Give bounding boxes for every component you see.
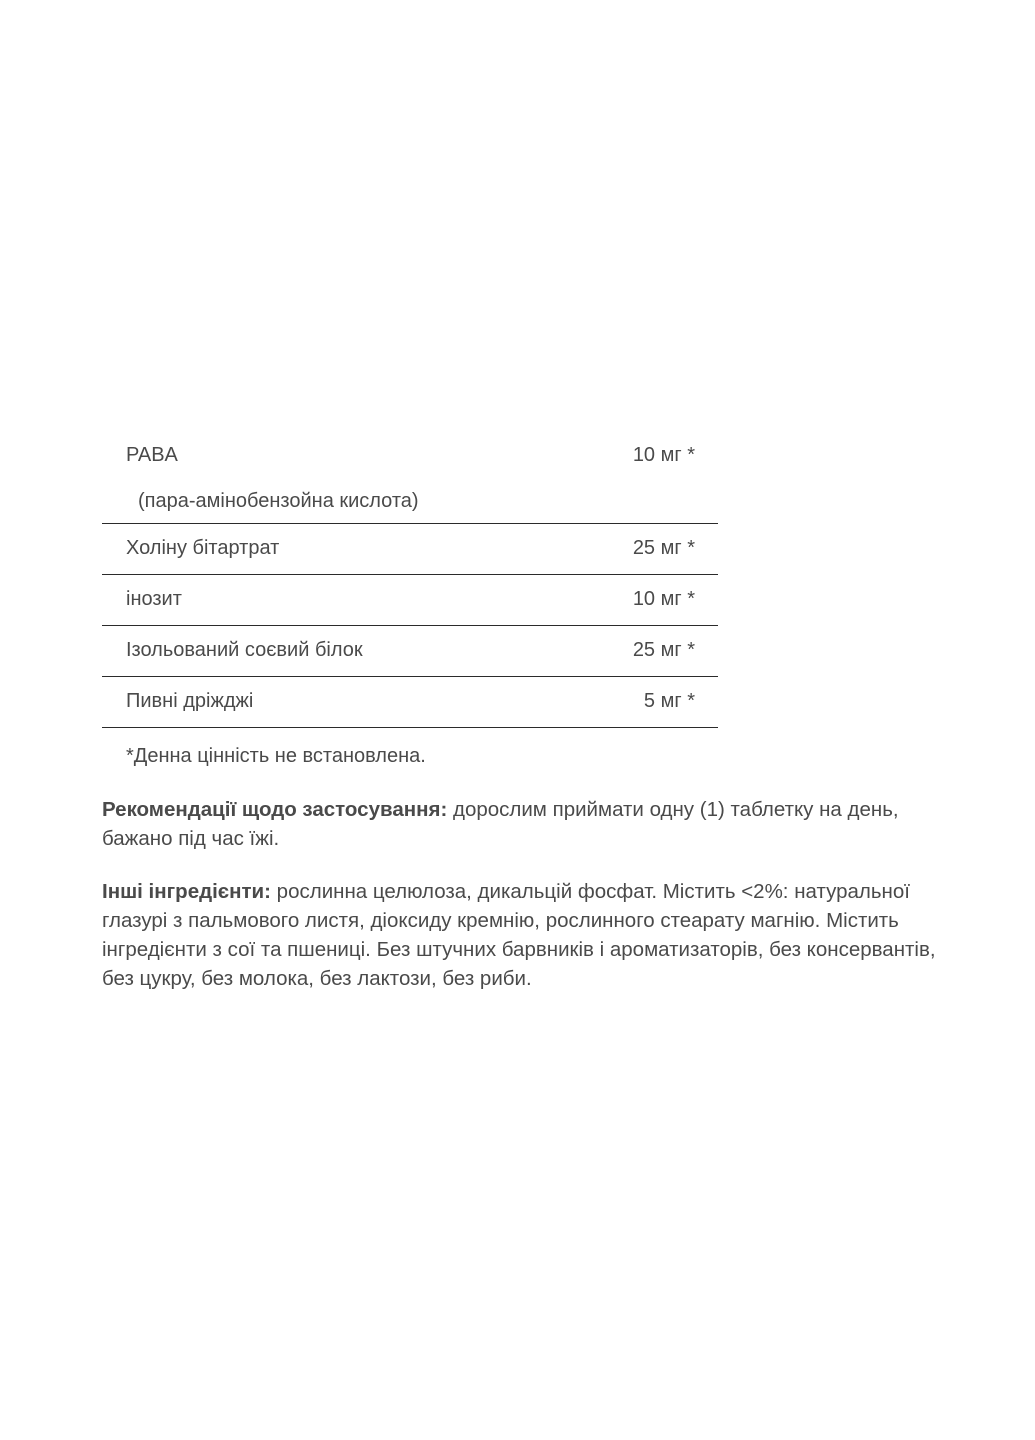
ingredient-name: інозит [126, 588, 182, 610]
table-row [102, 575, 718, 626]
ingredient-amount: 10 мг * [632, 588, 695, 610]
ingredient-amount: 10 мг * [632, 444, 695, 466]
usage-text: дорослим приймати одну (1) таблетку на день, бажано під час їжі. [102, 798, 899, 850]
table-row [102, 432, 718, 524]
other-ingredients-text: рослинна целюлоза, дикальцій фосфат. Містить <2%: натуральної глазурі з пальмового листя, діоксиду кремнію, рослинного стеарату магнію. Містить інгредієнти з сої та пшениці. Без штучних барвників і ароматизаторів, без консервантів, без цукру, без молока, без лактози, без риби. [102, 880, 936, 990]
usage-recommendations [102, 795, 942, 853]
ingredient-name: PABA [126, 444, 178, 466]
other-ingredients [102, 877, 942, 993]
ingredient-name: Холіну бітартрат [126, 537, 280, 559]
daily-value-footnote: *Денна цінність не встановлена. [126, 745, 426, 767]
ingredient-subtitle: (пара-амінобензойна кислота) [138, 490, 419, 512]
ingredient-amount: 25 мг * [632, 537, 695, 559]
table-row [102, 524, 718, 575]
ingredient-name: Пивні дріжджі [126, 690, 254, 712]
table-row [102, 677, 718, 728]
usage-label: Рекомендації щодо застосування: [102, 798, 448, 821]
ingredient-name: Ізольований соєвий білок [126, 639, 363, 661]
table-row [102, 626, 718, 677]
supplement-facts-table [102, 432, 718, 728]
ingredient-amount: 5 мг * [643, 690, 695, 712]
ingredient-amount: 25 мг * [632, 639, 695, 661]
other-ingredients-label: Інші інгредієнти: [102, 880, 271, 903]
